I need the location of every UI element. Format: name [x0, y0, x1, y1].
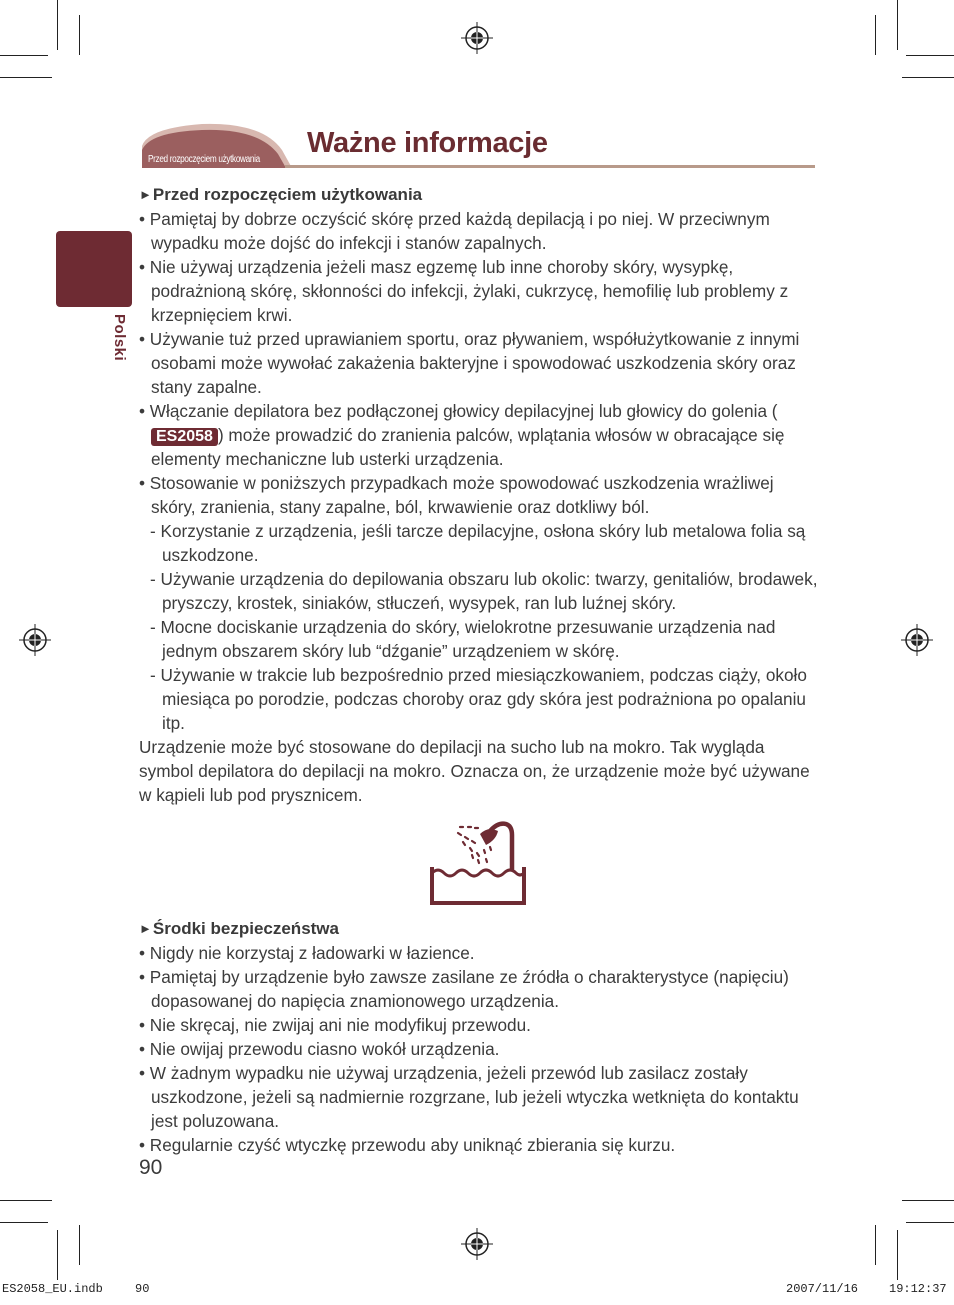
crop-mark: [902, 1200, 954, 1201]
list-item: • Nie używaj urządzenia jeżeli masz egzemę lub inne choroby skóry, wysypkę, podrażnioną skórę, skłonności do infekcji, żylaki, cukrzycę, hemofilię lub problemy z krzepnięciem krwi.: [139, 257, 789, 325]
crop-mark: [906, 1222, 954, 1223]
main-content: [139, 183, 819, 1157]
sub-list-item: - Używanie w trakcie lub bezpośrednio przed miesiączkowaniem, podczas ciąży, około miesiąca po porodzie, podczas choroby oraz gdy skóra jest podrażniona po opalaniu itp.: [150, 665, 807, 733]
wet-use-paragraph: Urządzenie może być stosowane do depilacji na sucho lub na mokro. Tak wygląda symbol depilatora do depilacji na mokro. Oznacza on, że urządzenie może być używane w kąpieli lub pod prysznicem.: [139, 737, 810, 805]
list-item: • Regularnie czyść wtyczkę przewodu aby uniknąć zbierania się kurzu.: [139, 1135, 676, 1155]
shower-bath-icon: [428, 817, 528, 907]
list-item: • Nigdy nie korzystaj z ładowarki w łazience.: [139, 943, 475, 963]
crop-mark: [57, 1230, 58, 1280]
registration-mark-icon: [461, 1228, 493, 1260]
footer-date: 2007/11/16: [786, 1282, 859, 1296]
crop-mark: [897, 0, 898, 50]
language-tab-block: [56, 231, 132, 307]
footer-file-name: ES2058_EU.indb: [2, 1282, 103, 1296]
triangle-marker-icon: ►: [139, 187, 152, 202]
list-item: • Nie skręcaj, nie zwijaj ani nie modyfikuj przewodu.: [139, 1015, 531, 1035]
page-title: Ważne informacje: [307, 127, 548, 159]
crop-mark: [906, 55, 954, 56]
triangle-marker-icon: ►: [139, 921, 152, 936]
crop-mark: [0, 77, 52, 78]
crop-mark: [897, 1230, 898, 1280]
list-item: • W żadnym wypadku nie używaj urządzenia, jeżeli przewód lub zasilacz zostały uszkodzone, jeżeli są nadmiernie rozgrzane, lub jeżeli wtyczka wetknięta do kontaktu jest poluzowana.: [139, 1063, 799, 1131]
crop-mark: [902, 77, 954, 78]
list-item: • Pamiętaj by urządzenie było zawsze zasilane ze źródła o charakterystyce (napięciu) dopasowanej do napięcia znamionowego urządzenia.: [139, 967, 789, 1011]
list-item: • Włączanie depilatora bez podłączonej głowicy depilacyjnej lub głowicy do golenia (ES2058 ) może prowadzić do zranienia palców, wplątania włosów w obracające się elementy mechaniczne lub usterki urządzenia.: [139, 401, 785, 469]
section-heading-safety: ►Środki bezpieczeństwa: [139, 919, 339, 938]
sub-list-item: - Używanie urządzenia do depilowania obszaru lub okolic: twarzy, genitaliów, brodawek, pryszczy, krostek, siniaków, stłuczeń, wysypek, ran lub luźnej skóry.: [150, 569, 818, 613]
footer-time: 19:12:37: [889, 1282, 947, 1296]
list-item: • Pamiętaj by dobrze oczyścić skórę przed każdą depilacją i po niej. W przeciwnym wypadku może dojść do infekcji i stanów zapalnych.: [139, 209, 770, 253]
symbol-area: [139, 807, 819, 917]
header-tab-label: Przed rozpoczęciem użytkowania: [148, 154, 260, 165]
section-heading-before-use: ►Przed rozpoczęciem użytkowania: [139, 185, 423, 204]
title-underline: [285, 165, 815, 168]
crop-mark: [0, 1200, 52, 1201]
crop-mark: [79, 15, 80, 55]
registration-mark-icon: [19, 624, 51, 656]
page-number: 90: [139, 1156, 163, 1179]
list-item: • Używanie tuż przed uprawianiem sportu, oraz pływaniem, współużytkowanie z innymi osobami może wywołać zakażenia bakteryjne i spowodować uszkodzenia skóry oraz stany zapalne.: [139, 329, 800, 397]
footer-page: 90: [135, 1282, 150, 1296]
registration-mark-icon: [901, 624, 933, 656]
list-item: • Nie owijaj przewodu ciasno wokół urządzenia.: [139, 1039, 500, 1059]
crop-mark: [0, 1222, 48, 1223]
crop-mark: [0, 55, 48, 56]
registration-mark-icon: [461, 22, 493, 54]
list-item: • Stosowanie w poniższych przypadkach może spowodować uszkodzenia wrażliwej skóry, zranienia, stany zapalne, ból, krwawienie oraz dotkliwy ból.: [139, 473, 774, 517]
crop-mark: [57, 0, 58, 50]
crop-mark: [875, 15, 876, 55]
model-badge: ES2058: [151, 428, 218, 446]
sub-list-item: - Mocne dociskanie urządzenia do skóry, wielokrotne przesuwanie urządzenia nad jednym obszarem skóry lub “dźganie” urządzeniem w skórę.: [150, 617, 776, 661]
crop-mark: [79, 1225, 80, 1265]
sub-list-item: - Korzystanie z urządzenia, jeśli tarcze depilacyjne, osłona skóry lub metalowa folia są uszkodzone.: [150, 521, 806, 565]
crop-mark: [875, 1225, 876, 1265]
language-tab-label: Polski: [111, 314, 128, 362]
